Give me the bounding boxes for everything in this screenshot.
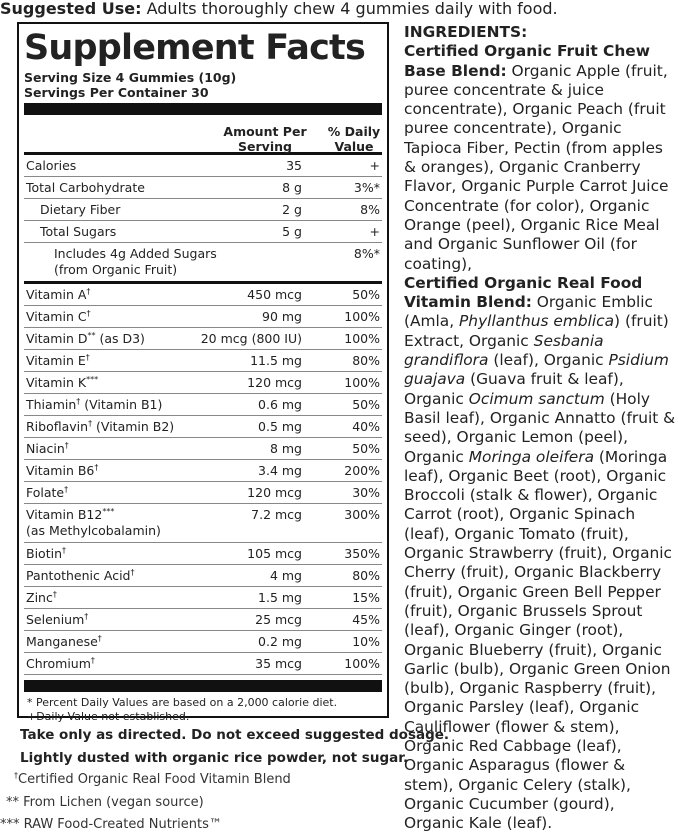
nutrient-amount: 2 g xyxy=(282,202,302,217)
latin-name: Phyllanthus emblica xyxy=(459,312,615,331)
nutrient-row xyxy=(24,460,382,482)
nutrient-amount: 20 mcg (800 IU) xyxy=(200,331,302,346)
nutrient-name: Selenium† xyxy=(26,612,89,627)
nutrient-row xyxy=(24,609,382,631)
nutrient-amount: 5 g xyxy=(282,224,302,239)
legend-lichen: ** From Lichen (vegan source) xyxy=(6,795,204,810)
nutrient-daily-value: 350% xyxy=(344,546,380,561)
ingredients-list xyxy=(404,23,678,833)
vitamin-blend-text: ) (fruit) Extract, Organic xyxy=(404,312,669,350)
nutrient-row xyxy=(24,438,382,460)
suggested-use-text: Adults thoroughly chew 4 gummies daily with food. xyxy=(141,0,558,18)
nutrient-name: Vitamin B12*** (as Methylcobalamin) xyxy=(26,507,161,538)
nutrient-row xyxy=(24,416,382,438)
nutrient-daily-value: 50% xyxy=(352,397,380,412)
nutrient-amount: 8 mg xyxy=(269,441,302,456)
nutrient-name: Folate† xyxy=(26,485,69,500)
nutrient-daily-value: 100% xyxy=(344,309,380,324)
nutrient-name: Biotin† xyxy=(26,546,66,561)
nutrient-row xyxy=(24,587,382,609)
nutrient-name: Vitamin A† xyxy=(26,287,91,302)
daily-value-header: % Daily Value xyxy=(327,124,381,154)
nutrient-row xyxy=(24,631,382,653)
nutrient-row xyxy=(24,306,382,328)
nutrient-daily-value: 200% xyxy=(344,463,380,478)
nutrient-daily-value: 8%* xyxy=(353,246,380,261)
latin-name: Psidium guajava xyxy=(404,351,669,389)
nutrient-amount: 7.2 mcg xyxy=(251,507,302,522)
nutrient-row xyxy=(24,284,382,306)
nutrient-amount: 11.5 mg xyxy=(250,353,302,368)
nutrient-amount: 8 g xyxy=(282,180,302,195)
nutrient-daily-value: 300% xyxy=(344,507,380,522)
latin-name: Sesbania grandiflora xyxy=(404,331,604,370)
dosage-warning: Take only as directed. Do not exceed suggested dosage. xyxy=(20,727,450,743)
nutrient-row xyxy=(24,653,382,675)
nutrient-amount: 4 mg xyxy=(269,568,302,583)
nutrient-amount: 0.6 mg xyxy=(258,397,302,412)
nutrient-daily-value: 50% xyxy=(352,287,380,302)
amount-per-serving-header: Amount Per Serving xyxy=(223,124,307,154)
nutrient-row xyxy=(24,350,382,372)
ingredients-heading: INGREDIENTS: xyxy=(404,23,528,41)
nutrient-row xyxy=(24,565,382,587)
nutrient-daily-value: 50% xyxy=(352,441,380,456)
nutrient-row xyxy=(24,155,382,177)
nutrient-row xyxy=(24,543,382,565)
nutrient-name: Vitamin K*** xyxy=(26,375,99,390)
nutrient-amount: 450 mcg xyxy=(247,287,302,302)
nutrient-daily-value: + xyxy=(369,224,380,239)
nutrient-daily-value: 80% xyxy=(352,568,380,583)
supplement-facts-panel xyxy=(17,22,389,723)
nutrient-daily-value: 45% xyxy=(352,612,380,627)
panel-title: Supplement Facts xyxy=(24,28,365,68)
vitamin-blend-text: Organic Emblic (Amla, xyxy=(404,293,654,331)
nutrient-row xyxy=(24,199,382,221)
fruit-chew-blend-label: Certified Organic Fruit Chew Base Blend: xyxy=(404,42,650,80)
nutrient-amount: 3.4 mg xyxy=(258,463,302,478)
nutrient-daily-value: 3%* xyxy=(353,180,380,195)
nutrient-name: Vitamin E† xyxy=(26,353,90,368)
nutrient-row xyxy=(24,243,382,284)
nutrient-amount: 0.5 mg xyxy=(258,419,302,434)
nutrient-row xyxy=(24,177,382,199)
legend-raw-food: *** RAW Food-Created Nutrients™ xyxy=(0,817,222,832)
footnote-not-established: +Daily Value not established. xyxy=(27,710,190,723)
nutrient-amount: 25 mcg xyxy=(255,612,302,627)
servings-per-container: Servings Per Container 30 xyxy=(24,85,209,100)
nutrient-row xyxy=(24,328,382,350)
latin-name: Ocimum sanctum xyxy=(468,389,605,408)
nutrient-amount: 90 mg xyxy=(262,309,302,324)
suggested-use-label: Suggested Use: xyxy=(0,0,142,18)
vitamin-blend-text: (Holy Basil leaf), Organic Annatto (fruit & seed), Organic Lemon (peel), Organic xyxy=(404,389,676,466)
nutrient-row xyxy=(24,504,382,543)
nutrient-amount: 105 mcg xyxy=(247,546,302,561)
latin-name: Moringa oleifera xyxy=(468,447,594,466)
vitamin-blend-text: (leaf), Organic xyxy=(488,351,609,370)
fruit-chew-blend-text: Organic Apple (fruit, puree concentrate & juice concentrate), Organic Peach (fruit puree concentrate), Organic Tapioca Fiber, Pectin (from apples & oranges), Organic Cranberry Flavor, Organic Purple Carrot Juice Concentrate (for color), Organic Orange (peel), Organic Rice Meal and Organic Sunflower Oil (for coating), xyxy=(404,61,669,273)
nutrient-row xyxy=(24,372,382,394)
nutrient-amount: 35 xyxy=(286,158,302,173)
nutrient-amount: 120 mcg xyxy=(247,485,302,500)
nutrient-amount: 35 mcg xyxy=(255,656,302,671)
nutrient-name: Pantothenic Acid† xyxy=(26,568,135,583)
vitamin-blend-text: (Moringa leaf), Organic Beet (root), Organic Broccoli (stalk & flower), Organic Carrot (root), Organic Spinach (leaf), Organic Tomato (fruit), Organic Strawberry (fruit), Organic Cherry (fruit), Organic Blackberry (fruit), Organic Green Bell Pepper (fruit), Organic Brussels Sprout (leaf), Organic Ginger (root), Organic Blueberry (fruit), Organic Garlic (bulb), Organic Green Onion (bulb), Organic Raspberry (fruit), Organic Parsley (leaf), Organic Cauliflower (flower & stem), Organic Red Cabbage (leaf), Organic Asparagus (flower & stem), Organic Celery (stalk), Organic Cucumber (gourd), Organic Kale (leaf). xyxy=(404,447,672,833)
nutrient-name: Zinc† xyxy=(26,590,57,605)
nutrient-daily-value: 80% xyxy=(352,353,380,368)
footnote-dv: * Percent Daily Values are based on a 2,000 calorie diet. xyxy=(27,696,338,709)
nutrient-daily-value: 100% xyxy=(344,375,380,390)
nutrient-name: Vitamin C† xyxy=(26,309,91,324)
nutrient-name: Thiamin† (Vitamin B1) xyxy=(26,397,163,412)
nutrient-name: Calories xyxy=(26,158,77,173)
nutrient-amount: 0.2 mg xyxy=(258,634,302,649)
nutrient-daily-value: 100% xyxy=(344,331,380,346)
nutrient-name: Dietary Fiber xyxy=(40,202,121,217)
nutrient-name: Manganese† xyxy=(26,634,102,649)
suggested-use-line xyxy=(0,0,679,20)
rice-powder-note: Lightly dusted with organic rice powder, not sugar. xyxy=(20,750,409,766)
nutrient-daily-value: 10% xyxy=(352,634,380,649)
nutrient-amount: 1.5 mg xyxy=(258,590,302,605)
nutrient-name: Vitamin B6† xyxy=(26,463,99,478)
legend-vitamin-blend: †Certified Organic Real Food Vitamin Blend xyxy=(14,771,291,787)
vitamin-blend-label: Certified Organic Real Food Vitamin Blend: xyxy=(404,273,643,312)
nutrient-daily-value: 30% xyxy=(352,485,380,500)
nutrient-row xyxy=(24,394,382,416)
nutrient-daily-value: 8% xyxy=(360,202,380,217)
nutrient-rows xyxy=(24,155,382,675)
column-header xyxy=(24,115,382,155)
thick-divider xyxy=(24,103,382,115)
nutrient-name: Vitamin D** (as D3) xyxy=(26,331,145,346)
thick-divider-bottom xyxy=(24,680,382,692)
nutrient-name: Total Carbohydrate xyxy=(26,180,145,195)
nutrient-name: Includes 4g Added Sugars (from Organic Fruit) xyxy=(54,246,217,277)
nutrient-row xyxy=(24,482,382,504)
serving-size: Serving Size 4 Gummies (10g) xyxy=(24,70,237,85)
nutrient-name: Total Sugars xyxy=(40,224,117,239)
nutrient-name: Niacin† xyxy=(26,441,69,456)
vitamin-blend-text: (Guava fruit & leaf), Organic xyxy=(404,370,624,408)
nutrient-amount xyxy=(217,243,319,246)
nutrient-daily-value: 15% xyxy=(352,590,380,605)
nutrient-row xyxy=(24,221,382,243)
nutrient-daily-value: 100% xyxy=(344,656,380,671)
nutrient-daily-value: + xyxy=(369,158,380,173)
nutrient-name: Chromium† xyxy=(26,656,95,671)
nutrient-amount: 120 mcg xyxy=(247,375,302,390)
nutrient-daily-value: 40% xyxy=(352,419,380,434)
nutrient-name: Riboflavin† (Vitamin B2) xyxy=(26,419,175,434)
